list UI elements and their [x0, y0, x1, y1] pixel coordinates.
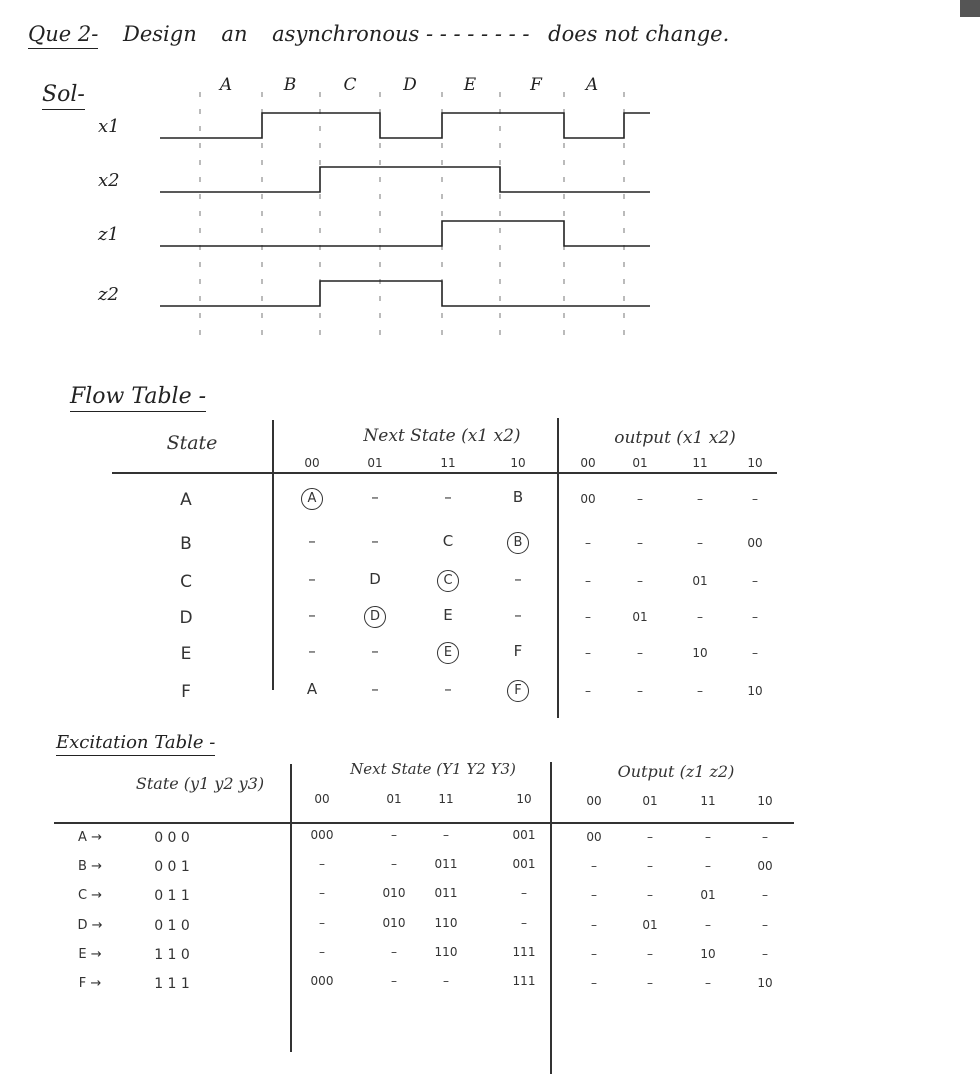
- state-code-cell: 0 1 1: [154, 888, 190, 904]
- next-state-cell: B: [512, 488, 524, 506]
- state-code-cell: 0 0 0: [154, 830, 190, 846]
- output-cell: 00: [580, 492, 596, 506]
- next-state-cell: –: [371, 488, 379, 506]
- next-state-cell: –: [308, 606, 316, 624]
- state-label: B: [283, 75, 297, 95]
- output-cell: –: [705, 976, 711, 990]
- next-state-cell: A: [306, 680, 318, 698]
- output-cell: –: [752, 574, 758, 588]
- state-label: A: [585, 75, 599, 95]
- output-cell: 00: [757, 859, 773, 873]
- next-state-cell: –: [308, 642, 316, 660]
- next-state-cell: E: [437, 642, 459, 664]
- column-header: 10: [757, 794, 773, 808]
- output-cell: –: [697, 610, 703, 624]
- state-cell: C: [180, 572, 192, 592]
- output-cell: –: [647, 830, 653, 844]
- output-cell: –: [762, 918, 768, 932]
- output-cell: –: [647, 976, 653, 990]
- question-ending: does not change.: [548, 22, 730, 46]
- next-state-cell: –: [521, 916, 527, 930]
- next-state-cell: 111: [512, 945, 536, 959]
- output-cell: –: [762, 830, 768, 844]
- next-state-header: Next State (x1 x2): [363, 426, 521, 446]
- signal-label: x1: [98, 116, 120, 137]
- output-cell: 10: [757, 976, 773, 990]
- output-cell: –: [585, 574, 591, 588]
- output-cell: –: [637, 574, 643, 588]
- column-header: 11: [440, 456, 456, 470]
- signal-label: z2: [98, 284, 119, 305]
- next-state-cell: 010: [382, 886, 406, 900]
- output-cell: –: [637, 646, 643, 660]
- signal-label: z1: [98, 224, 119, 245]
- state-cell: B: [180, 534, 192, 554]
- next-state-cell: –: [319, 945, 325, 959]
- next-state-cell: –: [371, 642, 379, 660]
- state-label: E: [463, 75, 477, 95]
- state-label: A: [219, 75, 233, 95]
- output-cell: –: [705, 859, 711, 873]
- next-state-cell: –: [391, 974, 397, 988]
- output-cell: –: [647, 859, 653, 873]
- next-state-cell: –: [308, 532, 316, 550]
- output-cell: 01: [692, 574, 708, 588]
- output-cell: –: [752, 492, 758, 506]
- question-word: an: [221, 22, 248, 46]
- next-state-cell: 111: [512, 974, 536, 988]
- state-cell: F →: [78, 976, 102, 991]
- column-header: 01: [632, 456, 648, 470]
- header-rule: [54, 822, 794, 824]
- next-state-cell: 001: [512, 828, 536, 842]
- output-cell: –: [697, 492, 703, 506]
- question-label: Que 2-: [28, 22, 98, 49]
- next-state-cell: –: [371, 680, 379, 698]
- next-state-cell: –: [443, 974, 449, 988]
- next-state-cell: 011: [434, 857, 458, 871]
- column-header: 01: [642, 794, 658, 808]
- state-cell: A: [180, 490, 192, 510]
- column-header: 00: [304, 456, 320, 470]
- next-state-cell: –: [521, 886, 527, 900]
- next-state-cell: –: [371, 532, 379, 550]
- column-header: 01: [386, 792, 402, 806]
- column-header: 01: [367, 456, 383, 470]
- output-cell: –: [637, 536, 643, 550]
- next-state-header: Next State (Y1 Y2 Y3): [350, 760, 516, 778]
- next-state-cell: –: [319, 916, 325, 930]
- next-state-cell: –: [514, 606, 522, 624]
- output-cell: –: [591, 947, 597, 961]
- output-cell: –: [762, 888, 768, 902]
- output-cell: –: [705, 918, 711, 932]
- signal-label: x2: [98, 170, 120, 191]
- flow-table-title: Flow Table -: [70, 384, 206, 412]
- output-header: output (x1 x2): [614, 428, 736, 448]
- state-divider: [290, 764, 292, 1052]
- column-header: 00: [314, 792, 330, 806]
- output-cell: 10: [747, 684, 763, 698]
- next-state-cell: –: [514, 570, 522, 588]
- output-cell: 01: [642, 918, 658, 932]
- state-header: State (y1 y2 y3): [135, 774, 265, 793]
- output-cell: –: [697, 684, 703, 698]
- output-cell: –: [591, 888, 597, 902]
- solution-label: Sol-: [42, 82, 85, 110]
- output-cell: –: [591, 859, 597, 873]
- output-cell: –: [705, 830, 711, 844]
- column-header: 11: [692, 456, 708, 470]
- next-state-cell: A: [301, 488, 323, 510]
- excitation-table-title: Excitation Table -: [56, 732, 215, 756]
- next-state-cell: 110: [434, 916, 458, 930]
- output-cell: –: [637, 684, 643, 698]
- state-label: C: [343, 75, 357, 95]
- next-state-cell: –: [391, 857, 397, 871]
- output-cell: –: [697, 536, 703, 550]
- next-state-cell: 011: [434, 886, 458, 900]
- column-header: 10: [516, 792, 532, 806]
- column-header: 10: [747, 456, 763, 470]
- output-cell: 10: [692, 646, 708, 660]
- output-cell: –: [647, 888, 653, 902]
- next-state-cell: D: [364, 606, 386, 628]
- next-state-cell: B: [507, 532, 529, 554]
- question-dashes: - - - - - - - -: [425, 22, 530, 46]
- output-cell: –: [637, 492, 643, 506]
- output-cell: –: [585, 646, 591, 660]
- state-code-cell: 0 1 0: [154, 918, 190, 934]
- output-cell: –: [591, 918, 597, 932]
- state-label: D: [403, 75, 417, 95]
- next-state-cell: –: [444, 680, 452, 698]
- output-divider: [550, 762, 552, 1074]
- state-cell: E →: [78, 947, 102, 962]
- output-cell: –: [585, 610, 591, 624]
- state-code-cell: 1 1 1: [154, 976, 190, 992]
- next-state-cell: D: [369, 570, 381, 588]
- state-cell: D: [179, 608, 193, 628]
- column-header: 11: [438, 792, 454, 806]
- output-cell: –: [762, 947, 768, 961]
- next-state-cell: C: [442, 532, 454, 550]
- output-cell: –: [585, 536, 591, 550]
- output-header: Output (z1 z2): [617, 762, 735, 781]
- output-cell: –: [647, 947, 653, 961]
- next-state-cell: C: [437, 570, 459, 592]
- output-cell: –: [752, 610, 758, 624]
- state-cell: A →: [78, 830, 102, 845]
- question-word: asynchronous: [272, 22, 420, 46]
- next-state-cell: F: [507, 680, 529, 702]
- next-state-cell: E: [443, 606, 453, 624]
- column-header: 00: [580, 456, 596, 470]
- next-state-cell: –: [319, 886, 325, 900]
- next-state-cell: –: [443, 828, 449, 842]
- output-cell: 10: [700, 947, 716, 961]
- next-state-cell: –: [308, 570, 316, 588]
- next-state-cell: –: [319, 857, 325, 871]
- output-cell: 00: [747, 536, 763, 550]
- output-cell: –: [752, 646, 758, 660]
- next-state-cell: –: [444, 488, 452, 506]
- output-cell: 00: [586, 830, 602, 844]
- column-header: 11: [700, 794, 716, 808]
- output-cell: –: [585, 684, 591, 698]
- column-header: 00: [586, 794, 602, 808]
- output-cell: 01: [700, 888, 716, 902]
- state-code-cell: 1 1 0: [154, 947, 190, 963]
- state-label: F: [530, 75, 542, 95]
- next-state-cell: 010: [382, 916, 406, 930]
- next-state-cell: –: [391, 945, 397, 959]
- state-cell: D →: [77, 918, 103, 933]
- state-header: State: [166, 432, 218, 454]
- state-cell: F: [181, 682, 191, 702]
- state-code-cell: 0 0 1: [154, 859, 190, 875]
- next-state-cell: 000: [310, 828, 334, 842]
- next-state-cell: –: [391, 828, 397, 842]
- output-cell: 01: [632, 610, 648, 624]
- state-cell: E: [180, 644, 192, 664]
- next-state-cell: 000: [310, 974, 334, 988]
- state-cell: C →: [77, 888, 103, 903]
- output-cell: –: [591, 976, 597, 990]
- next-state-cell: F: [513, 642, 523, 660]
- question-word: Design: [123, 22, 197, 46]
- column-header: 10: [510, 456, 526, 470]
- next-state-cell: 110: [434, 945, 458, 959]
- next-state-cell: 001: [512, 857, 536, 871]
- state-cell: B →: [78, 859, 102, 874]
